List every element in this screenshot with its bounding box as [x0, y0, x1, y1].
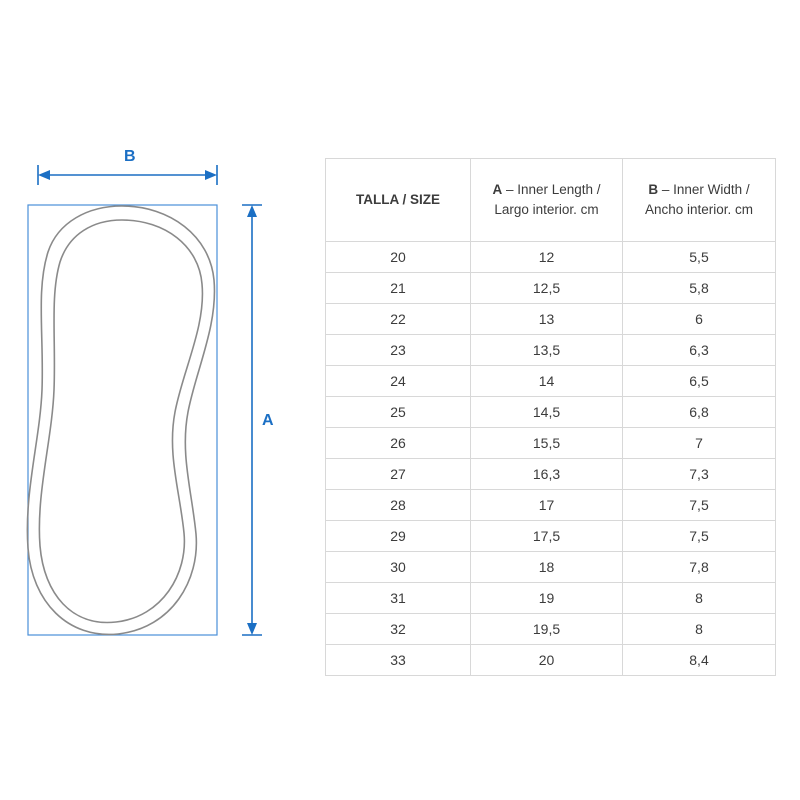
table-row	[326, 614, 776, 645]
header-width-rest: – Inner Width /	[658, 182, 750, 198]
cell-size: 24	[326, 366, 471, 397]
table-row	[326, 273, 776, 304]
cell-size: 30	[326, 552, 471, 583]
cell-inner-length: 14,5	[471, 397, 623, 428]
header-length-line2: Largo interior. cm	[494, 202, 599, 217]
header-size-label: TALLA / SIZE	[356, 192, 440, 208]
cell-inner-width: 8,4	[623, 645, 776, 676]
cell-size: 27	[326, 459, 471, 490]
cell-inner-width: 7,3	[623, 459, 776, 490]
header-inner-length	[471, 159, 623, 242]
insole-diagram	[10, 140, 310, 660]
width-label-b: B	[124, 148, 137, 165]
table-row	[326, 304, 776, 335]
cell-inner-width: 5,5	[623, 242, 776, 273]
size-table-head	[326, 159, 776, 242]
table-header-row	[326, 159, 776, 242]
size-table-body	[326, 242, 776, 676]
table-row	[326, 242, 776, 273]
cell-inner-length: 17,5	[471, 521, 623, 552]
cell-inner-length: 15,5	[471, 428, 623, 459]
header-inner-width	[623, 159, 776, 242]
cell-inner-width: 6,3	[623, 335, 776, 366]
table-row	[326, 366, 776, 397]
cell-size: 29	[326, 521, 471, 552]
cell-inner-width: 8	[623, 583, 776, 614]
table-row	[326, 552, 776, 583]
cell-inner-width: 6	[623, 304, 776, 335]
bounding-box	[28, 205, 217, 635]
cell-inner-length: 18	[471, 552, 623, 583]
table-row	[326, 583, 776, 614]
cell-inner-width: 7,5	[623, 490, 776, 521]
cell-size: 32	[326, 614, 471, 645]
header-length-rest: – Inner Length /	[502, 182, 601, 198]
insole-inner-outline	[39, 220, 202, 623]
cell-inner-width: 6,8	[623, 397, 776, 428]
header-size	[326, 159, 471, 242]
length-dimension-arrow	[242, 205, 262, 635]
table-row	[326, 521, 776, 552]
table-row	[326, 397, 776, 428]
cell-inner-length: 12	[471, 242, 623, 273]
cell-inner-width: 8	[623, 614, 776, 645]
cell-inner-length: 16,3	[471, 459, 623, 490]
cell-inner-length: 17	[471, 490, 623, 521]
cell-inner-length: 14	[471, 366, 623, 397]
cell-size: 25	[326, 397, 471, 428]
cell-inner-length: 20	[471, 645, 623, 676]
cell-size: 21	[326, 273, 471, 304]
cell-inner-width: 7,5	[623, 521, 776, 552]
cell-inner-length: 19,5	[471, 614, 623, 645]
size-table-wrapper	[325, 158, 775, 676]
cell-size: 31	[326, 583, 471, 614]
header-width-line2: Ancho interior. cm	[644, 202, 754, 217]
cell-inner-length: 13,5	[471, 335, 623, 366]
cell-inner-length: 12,5	[471, 273, 623, 304]
table-row	[326, 335, 776, 366]
table-row	[326, 645, 776, 676]
cell-size: 33	[326, 645, 471, 676]
insole-diagram-svg	[10, 140, 310, 660]
table-row	[326, 428, 776, 459]
cell-size: 23	[326, 335, 471, 366]
cell-size: 22	[326, 304, 471, 335]
width-dimension-arrow	[38, 165, 217, 185]
header-length-letter: A	[492, 182, 503, 198]
cell-inner-width: 7	[623, 428, 776, 459]
insole-outline	[27, 206, 214, 634]
cell-inner-width: 7,8	[623, 552, 776, 583]
table-row	[326, 490, 776, 521]
cell-inner-length: 19	[471, 583, 623, 614]
cell-inner-width: 6,5	[623, 366, 776, 397]
header-width-letter: B	[648, 182, 659, 198]
length-label-a: A	[262, 412, 275, 429]
size-table	[325, 158, 776, 676]
cell-inner-width: 5,8	[623, 273, 776, 304]
cell-inner-length: 13	[471, 304, 623, 335]
cell-size: 28	[326, 490, 471, 521]
cell-size: 26	[326, 428, 471, 459]
table-row	[326, 459, 776, 490]
cell-size: 20	[326, 242, 471, 273]
